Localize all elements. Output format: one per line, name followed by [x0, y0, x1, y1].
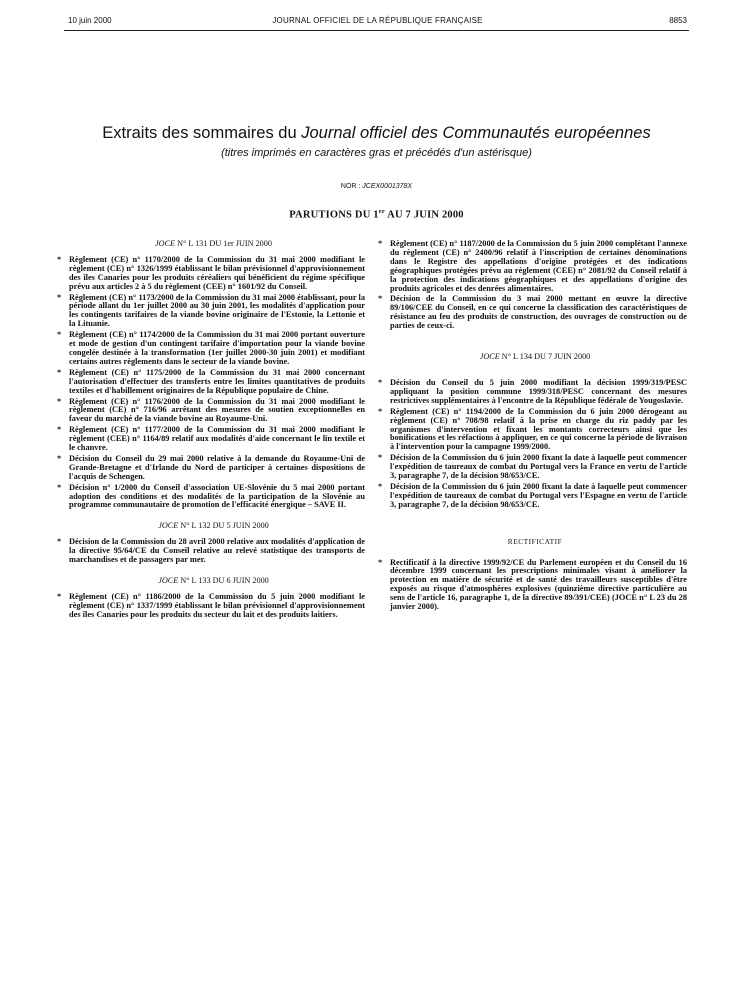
summary-entry [57, 537, 365, 565]
entry-text: Règlement (CE) n° 1187/2000 de la Commission du 5 juin 2000 complétant l'annexe du règlement (CE) n° 2400/96 relatif à l'inscription de certaines dénominations dans le Registre des appellations d'origine protégées et des indications géographiques protégées prévu au règlement (CEE) n° 2081/92 du Conseil relatif à la protection des indications géographiques et des appellations d'origine des produits agricoles et des denrées alimentaires. [390, 239, 687, 293]
entry-text: Règlement (CE) n° 1177/2000 de la Commission du 31 mai 2000 modifiant le règlement (CEE) n° 1164/89 relatif aux modalités d'aide concernant le lin textile et le chanvre. [69, 425, 365, 453]
running-header [68, 16, 687, 30]
entry-text: Décision du Conseil du 5 juin 2000 modifiant la décision 1999/319/PESC appliquant la position commune 1999/318/PESC concernant des mesures restrictives supplémentaires à l'encontre de la République fédérale de Yougoslavie. [390, 377, 687, 405]
title-journal-name: Journal officiel des Communautés européennes [301, 124, 651, 142]
joce-label: JOCE [158, 576, 179, 585]
nor-code: JCEX0001378X [362, 183, 413, 190]
entry-list [378, 557, 687, 612]
summary-entry [57, 425, 365, 453]
page-subtitle: (titres imprimés en caractères gras et précédés d'un astérisque) [221, 147, 532, 159]
summary-entry [57, 591, 365, 620]
section-heading [62, 240, 365, 249]
parutions-heading [60, 208, 693, 221]
asterisk-marker: * [378, 377, 383, 387]
entry-list [57, 254, 365, 510]
asterisk-marker: * [57, 453, 62, 463]
asterisk-marker: * [378, 406, 383, 416]
asterisk-marker: * [57, 292, 62, 302]
joce-label: JOCE [479, 352, 500, 362]
section-issue: N° L 133 DU 6 JUIN 2000 [178, 576, 269, 585]
summary-entry [378, 481, 687, 510]
joce-label: JOCE [158, 521, 179, 531]
section-heading [383, 353, 687, 362]
entry-list [378, 239, 687, 331]
entry-text: Décision de la Commission du 3 mai 2000 mettant en œuvre la directive 89/106/CEE du Conseil, en ce qui concerne la classification des caractéristiques de résistance au feu des produits de construction, des ouvrages de construction ou de parties de ceux-ci. [390, 294, 687, 331]
entry-text: Règlement (CE) n° 1170/2000 de la Commission du 31 mai 2000 modifiant le règlement (CE) n° 1326/1999 établissant le bilan prévisionnel d'approvisionnement des îles Canaries pour les produits céréaliers qui bénéficient du régime spécifique prévu aux articles 2 à 5 du règlement (CEE) n° 1601/92 du Conseil. [69, 254, 365, 291]
parutions-pre: PARUTIONS DU 1 [289, 209, 379, 221]
joce-label: JOCE [155, 239, 176, 248]
entry-text: Décision du Conseil du 29 mai 2000 relative à la demande du Royaume-Uni de Grande-Bretagne et d'Irlande du Nord de participer à certaines dispositions de l'acquis de Schengen. [69, 453, 365, 481]
summary-entry [378, 239, 687, 293]
asterisk-marker: * [378, 453, 383, 463]
summary-entry [378, 557, 687, 612]
nor-label: NOR : [340, 183, 363, 190]
entry-text: Règlement (CE) n° 1175/2000 de la Commission du 31 mai 2000 concernant l'autorisation d'effectuer des transferts entre les limites quantitatives de produits textiles et d'habillement originaires de la République populaire de Chine. [69, 367, 365, 395]
section-issue: N° L 134 DU 7 JUIN 2000 [499, 352, 591, 362]
rectificatif-heading: RECTIFICATIF [507, 536, 563, 546]
entry-text: Règlement (CE) n° 1176/2000 de la Commission du 31 mai 2000 modifiant le règlement (CE) n° 716/96 arrêtant des mesures de soutien exceptionnelles en faveur du marché de la viande bovine au Royaume-Uni. [69, 396, 365, 424]
asterisk-marker: * [378, 239, 383, 248]
entry-text: Règlement (CE) n° 1173/2000 de la Commission du 31 mai 2000 établissant, pour la période allant du 1er juillet 2000 au 30 juin 2001, les modalités d'application pour les contingents tarifaires de la viande bovine originaire de l'Estonie, la Lettonie et la Lituanie. [69, 292, 365, 329]
summary-entry [57, 367, 365, 396]
summary-entry [57, 292, 365, 330]
summary-entry [57, 453, 365, 482]
asterisk-marker: * [57, 482, 62, 492]
asterisk-marker: * [57, 591, 62, 601]
asterisk-marker: * [57, 367, 62, 377]
summary-entry [378, 377, 687, 406]
asterisk-marker: * [57, 254, 62, 264]
summary-entry [378, 294, 687, 331]
parutions-sup: er [378, 208, 385, 215]
entry-text: Règlement (CE) n° 1174/2000 de la Commission du 31 mai 2000 portant ouverture et mode de gestion d'un contingent tarifaire d'importation pour la viande bovine congelée destinée à la transformation (1er juillet 2000-30 juin 2001) et modifiant certains autres règlements dans le secteur de la viande bovine. [69, 330, 365, 366]
entry-text: Décision n° 1/2000 du Conseil d'association UE-Slovénie du 5 mai 2000 portant adoption des conditions et des modalités de la participation de la Slovénie au programme communautaire de promotion de l'efficacité énergique – SAVE II. [69, 482, 365, 510]
summary-entry [57, 330, 365, 367]
asterisk-marker: * [57, 537, 62, 547]
summary-entry [378, 406, 687, 453]
header-rule [64, 30, 689, 31]
header-date: 10 juin 2000 [68, 16, 112, 25]
entry-text: Règlement (CE) n° 1186/2000 de la Commission du 5 juin 2000 modifiant le règlement (CE) n° 1337/1999 établissant le bilan prévisionnel d'approvisionnement des îles Canaries pour les produits du secteur du lait et des produits laitiers. [69, 591, 365, 619]
section-issue: N° L 131 DU 1er JUIN 2000 [175, 239, 272, 248]
entry-text: Rectificatif à la directive 1999/92/CE du Parlement européen et du Conseil du 16 décembre 1999 concernant les prescriptions minimales visant à améliorer la protection en matière de sécurité et de santé des travailleurs susceptibles d'être exposés au risque d'atmosphères explosives (quinzième directive particulière au sens de l'article 16, paragraphe 1, de la directive 89/391/CEE) (JOCE n° L 23 du 28 janvier 2000). [390, 557, 687, 612]
right-column [378, 239, 687, 614]
left-column [57, 239, 365, 622]
asterisk-marker: * [378, 557, 383, 567]
page-title [60, 124, 693, 143]
entry-text: Décision de la Commission du 6 juin 2000 fixant la date à laquelle peut commencer l'expédition de taureaux de combat du Portugal vers la France en vertu de l'article 3, paragraphe 7, de la décision 98/653/CE. [390, 453, 687, 481]
summary-entry [57, 396, 365, 425]
asterisk-marker: * [57, 425, 62, 435]
asterisk-marker: * [57, 396, 62, 406]
header-journal-title: JOURNAL OFFICIEL DE LA RÉPUBLIQUE FRANÇAISE [272, 16, 483, 25]
entry-text: Décision de la Commission du 28 avril 2000 relative aux modalités d'application de la directive 95/64/CE du Conseil relative au relevé statistique des transports de marchandises et de passagers par mer. [69, 537, 365, 565]
asterisk-marker: * [378, 294, 383, 304]
entry-list [57, 537, 365, 565]
summary-entry [378, 453, 687, 481]
summary-entry [57, 482, 365, 511]
entry-text: Décision de la Commission du 6 juin 2000 fixant la date à laquelle peut commencer l'expédition de taureaux de combat du Portugal vers l'Espagne en vertu de l'article 3, paragraphe 7, de la décision 98/653/CE. [390, 481, 687, 509]
asterisk-marker: * [57, 330, 62, 340]
entry-list [57, 591, 365, 620]
nor-reference [60, 183, 693, 190]
header-page-number: 8853 [669, 16, 687, 25]
section-issue: N° L 132 DU 5 JUIN 2000 [178, 521, 269, 531]
asterisk-marker: * [378, 481, 383, 491]
parutions-post: AU 7 JUIN 2000 [384, 209, 464, 221]
section-heading [62, 577, 365, 586]
section-heading [62, 522, 365, 531]
summary-entry [57, 254, 365, 292]
entry-list [378, 377, 687, 510]
title-prefix: Extraits des sommaires du [102, 124, 302, 142]
entry-text: Règlement (CE) n° 1194/2000 de la Commission du 6 juin 2000 dérogeant au règlement (CE) n° 708/98 relatif à la prise en charge du riz paddy par les organismes d'intervention et fixant les montants correcteurs ainsi que les bonifications et les réfactions à appliquer, en ce qui concerne la période de livraison à l'intervention pour la campagne 1999/2000. [390, 406, 687, 452]
